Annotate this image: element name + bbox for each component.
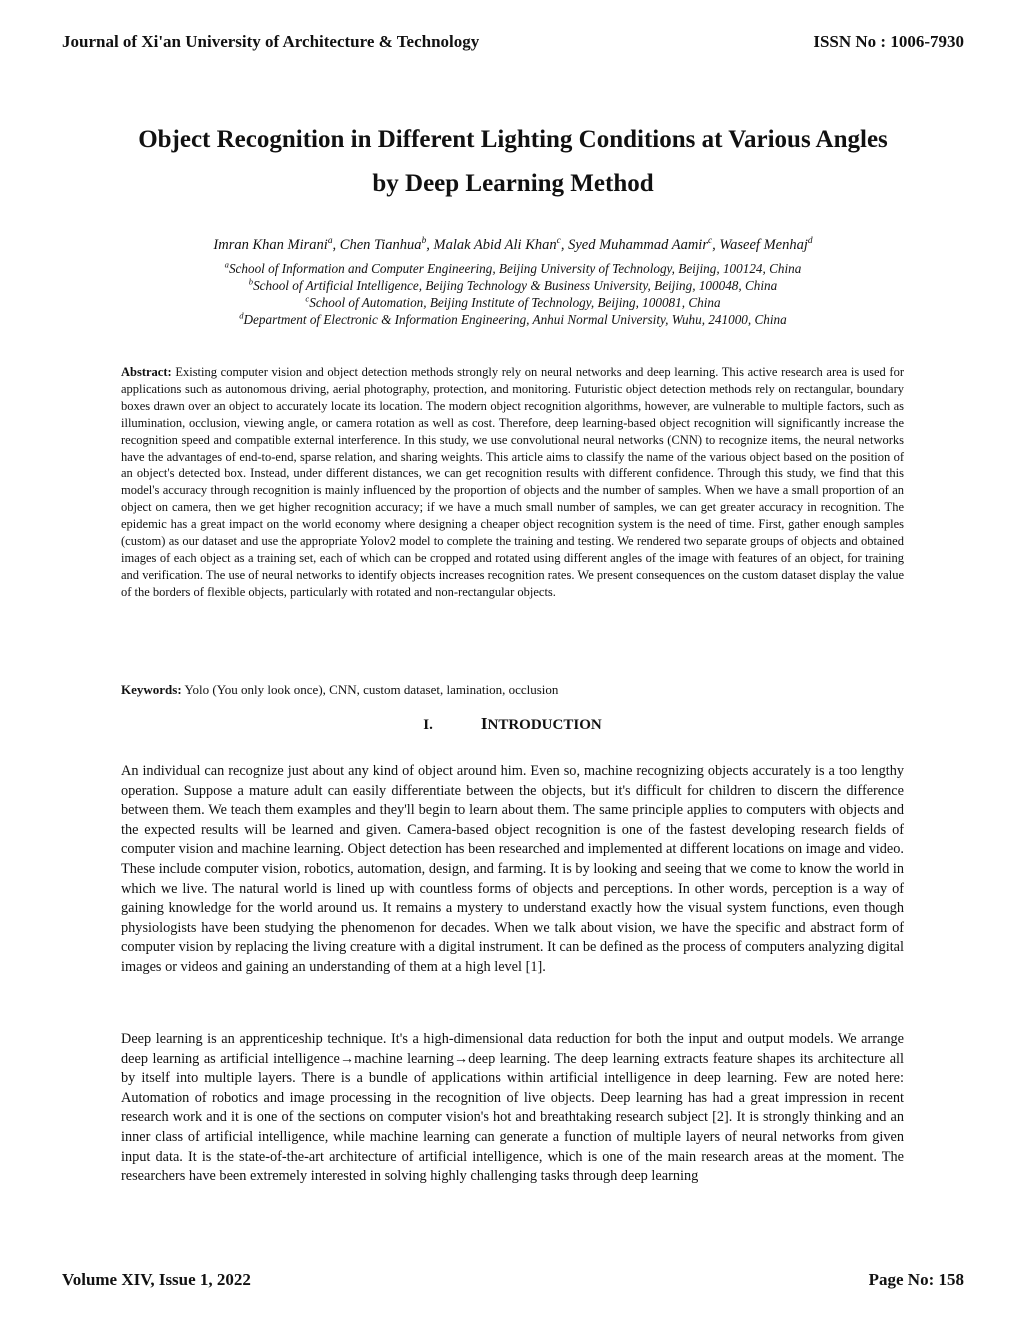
keywords-text: Yolo (You only look once), CNN, custom dataset, lamination, occlusion [181, 682, 559, 697]
affiliation-mark: a [224, 259, 229, 270]
author-4: Syed Muhammad Aamir [568, 237, 708, 253]
body-paragraph-2: Deep learning is an apprenticeship technique. It's a high-dimensional data reduction for both the input and output models. We arrange deep learning as artificial intelligence→machine learning→deep learning. The deep learning extracts feature shapes its architecture all by itself into multiple layers. There is a bundle of applications within artificial intelligence in deep learning. Few are noted here: Automation of robotics and image processing in the recognition of live objects. Deep learning has had a great impression in recent research work and it is one of the sections on computer vision's hot and breathtaking research subject [2]. It is strongly thinking and an inner class of artificial intelligence, while machine learning can generate a function of multiple layers of neural networks from given input data. It is the state-of-the-art architecture of artificial intelligence, which is one of the main research areas at the moment. The researchers have been extremely interested in solving highly challenging tasks through deep learning [121, 1031, 904, 1185]
author-3-affil: c [556, 236, 561, 247]
section-number: I. [423, 717, 433, 733]
section-heading-introduction [121, 714, 904, 734]
author-sep: , [332, 237, 340, 253]
running-footer [62, 1270, 964, 1290]
author-sep: , [426, 237, 434, 253]
section-title-rest: NTRODUCTION [487, 717, 602, 733]
keywords-label: Keywords: [121, 682, 182, 697]
affiliation-c [62, 294, 964, 311]
author-2: Chen Tianhua [339, 237, 422, 253]
abstract-text: Existing computer vision and object detection methods strongly rely on neural networks and deep learning. This active research area is used for applications such as autonomous driving, aerial photography, protection, and monitoring. Futuristic object detection methods rely on rectangular, boundary boxes drawn over an object to accurately locate its location. The modern object recognition algorithms, however, are vulnerable to multiple factors, such as illumination, occlusion, viewing angle, or camera rotation as well as cost. Therefore, deep learning-based object recognition will significantly increase the recognition speed and compatible external interference. In this study, we use convolutional neural networks (CNN) to recognize items, the neural networks have the advantages of end-to-end, sparse relation, and sharing weights. This article aims to classify the name of the various object based on the position of an object's detected box. Instead, under different distances, we can get recognition results with different confidence. Through this study, we find that this model's accuracy through recognition is mainly influenced by the proportion of objects and the number of samples. When we have a small proportion of an object on camera, then we get higher recognition accuracy; if we have a much small number of samples, we can get greater accuracy in recognition. The epidemic has a great impact on the world economy where designing a cheaper object recognition system is the need of time. First, gather enough samples (custom) as our dataset and use the appropriate Yolov2 model to complete the training and testing. We rendered two separate groups of objects and obtained images of each object as a training set, each of which can be cropped and rotated using different angles of the image with features of an object, for training and verification. The use of neural networks to identify objects increases recognition rates. We present consequences on the custom dataset display the value of the borders of flexible objects, particularly with rotated and non-rectangular objects. [121, 365, 904, 599]
title-line-1: Object Recognition in Different Lighting Conditions at Various Angles [138, 126, 888, 153]
section-title-initial: I [480, 714, 488, 733]
title-line-2: by Deep Learning Method [372, 170, 654, 197]
author-list [62, 237, 964, 254]
author-5-affil: d [807, 236, 813, 247]
body-paragraph-1: An individual can recognize just about any kind of object around him. Even so, machine recognizing objects accurately is a too lengthy operation. Suppose a mature adult can easily differentiate between the objects, but it's difficult for children to discern the difference between them. We teach them examples and they'll begin to learn about them. The same principle applies to computers with objects and the expected results will be learned and given. Camera-based object recognition is one of the fastest developing research fields of computer vision and machine learning. Object detection has been researched and implemented at different locations on image and video. These include computer vision, robotics, automation, design, and farming. It is by looking and seeing that we come to know the world in which we live. The natural world is lined up with countless forms of objects and perceptions. In other words, perception is a way of gaining knowledge for the world around us. It remains a mystery to understand exactly how the visual system functions, even though physiologists have been studying the phenomenon for decades. When we talk about vision, we have the specific and abstract form of computer vision by replacing the living creature with a digital instrument. It can be defined as the process of computers analyzing digital images or videos and gaining an understanding of them at a high level [1]. [121, 763, 904, 975]
keywords [121, 682, 904, 698]
affiliation-b [62, 277, 964, 294]
affiliation-mark: b [248, 276, 254, 287]
affiliation-a [62, 260, 964, 277]
author-sep: , [560, 237, 569, 253]
running-header [62, 32, 964, 52]
author-5: Waseef Menhaj [719, 237, 808, 253]
author-1-affil: a [327, 236, 333, 247]
journal-name: Journal of Xi'an University of Architecture & Technology [62, 32, 480, 51]
abstract-label: Abstract: [121, 365, 172, 379]
author-4-affil: c [707, 236, 713, 247]
issn-number: ISSN No : 1006-7930 [813, 32, 964, 51]
affiliation-text: School of Information and Computer Engineering, Beijing University of Technology, Beijing, 100124, China [228, 261, 802, 276]
author-3: Malak Abid Ali Khan [433, 237, 557, 253]
paper-title [62, 118, 964, 206]
volume-issue: Volume XIV, Issue 1, 2022 [62, 1270, 251, 1289]
author-2-affil: b [421, 236, 427, 247]
affiliation-list [62, 260, 964, 328]
affiliation-text: Department of Electronic & Information Engineering, Anhui Normal University, Wuhu, 241000, China [243, 312, 787, 327]
affiliation-mark: c [305, 293, 310, 304]
abstract [121, 364, 904, 601]
author-1: Imran Khan Mirani [213, 237, 328, 253]
page-number: Page No: 158 [868, 1270, 964, 1289]
affiliation-text: School of Artificial Intelligence, Beijing Technology & Business University, Beijing, 100048, China [253, 278, 778, 293]
affiliation-text: School of Automation, Beijing Institute of Technology, Beijing, 100081, China [309, 295, 721, 310]
author-sep: , [712, 237, 720, 253]
affiliation-d [62, 311, 964, 328]
affiliation-mark: d [239, 310, 244, 321]
